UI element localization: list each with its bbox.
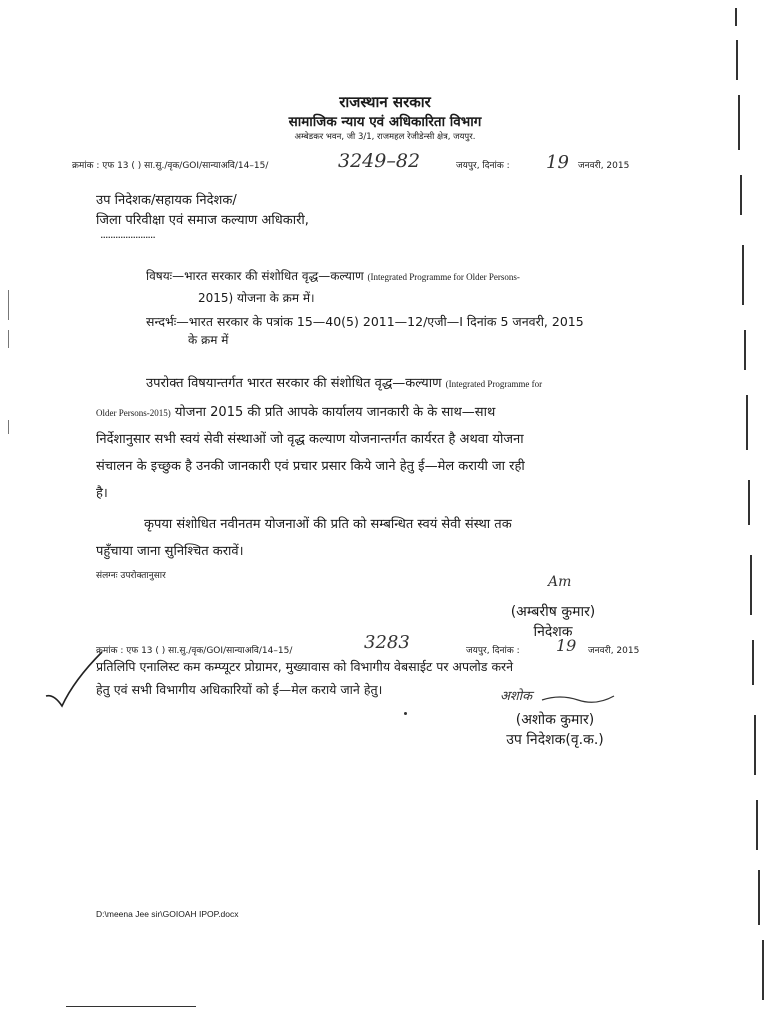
scan-edge-line [754,715,756,775]
signatory-2-designation: उप निदेशक(वृ.क.) [506,732,604,748]
body-para2-line-1: कृपया संशोधित नवीनतम योजनाओं की प्रति को सम्बन्धित स्वयं सेवी संस्था तक [144,517,512,532]
handwritten-day: 19 [546,152,569,173]
subject-hindi: विषयः—भारत सरकार की संशोधित वृद्ध—कल्याण [146,269,364,283]
reference-prefix: क्रमांक : एफ 13 ( ) सा.सु./वृक/GOI/सान्याअवि/14–15/ [72,161,269,171]
scan-edge-line [736,40,738,80]
body-line-2 [96,402,495,420]
handwritten-signature-1: Am [548,574,572,590]
bottom-rule [66,1006,196,1007]
scan-edge-line [735,8,737,26]
stray-dot [404,712,407,715]
reference2-place-date: जयपुर, दिनांक : [466,646,520,656]
recipient-line-3: ...................... [100,228,155,241]
copy-line-2: हेतु एवं सभी विभागीय अधिकारियों को ई—मेल कराये जाने हेतु। [96,682,383,697]
body-line-1-hindi: उपरोक्त विषयान्तर्गत भारत सरकार की संशोधित वृद्ध—कल्याण [146,376,442,391]
recipient-line-1: उप निदेशक/सहायक निदेशक/ [96,193,237,208]
file-path-footer: D:\meena Jee sir\GOIOAH IPOP.docx [96,909,239,919]
scan-edge-line [748,480,750,525]
enclosure-note: संलग्नः उपरोक्तानुसार [96,571,166,581]
punch-mark [8,290,9,320]
subject-line-1 [146,267,520,284]
govt-title: राजस्थान सरकार [339,93,431,111]
reference-month-year: जनवरी, 2015 [578,161,630,171]
recipient-line-2: जिला परिवीक्षा एवं समाज कल्याण अधिकारी, [96,213,309,228]
signature-flourish-icon [540,690,620,706]
department-title: सामाजिक न्याय एवं अधिकारिता विभाग [288,114,482,130]
scan-edge-line [756,800,758,850]
scan-edge-line [758,870,760,925]
scan-edge-line [744,330,746,370]
department-address: अम्बेडकर भवन, जी 3/1, राजमहल रेजीडेन्सी क्षेत्र, जयपुर. [294,132,476,142]
punch-mark [8,420,9,434]
body-line-5: है। [96,486,108,501]
scan-edge-line [746,395,748,450]
body-line-2-hindi: योजना 2015 की प्रति आपके कार्यालय जानकारी के के साथ—साथ [174,405,496,420]
handwritten-dispatch-number: 3249–82 [338,150,421,172]
body-para2-line-2: पहुँचाया जाना सुनिश्चित करावें। [96,544,244,559]
scan-edge-line [740,175,742,215]
body-line-1 [146,373,542,391]
subject-line-2: 2015) योजना के क्रम में। [198,291,315,305]
scan-edge-line [762,940,764,1000]
handwritten-day-2: 19 [556,636,577,655]
handwritten-dispatch-number-2: 3283 [364,632,410,653]
body-line-1-english: (Integrated Programme for [445,379,543,389]
scan-edge-line [742,245,744,305]
reference-line-1: सन्दर्भः—भारत सरकार के पत्रांक 15—40(5) 2011—12/एजी—I दिनांक 5 जनवरी, 2015 [146,314,584,329]
reference-line-2: के क्रम में [188,333,229,347]
signatory-1-name: (अम्बरीष कुमार) [510,604,596,620]
subject-english: (Integrated Programme for Older Persons- [367,272,520,282]
signatory-2-name: (अशोक कुमार) [515,712,595,728]
body-line-4: संचालन के इच्छुक है उनकी जानकारी एवं प्रचार प्रसार किये जाने हेतु ई—मेल करायी जा रही [96,459,525,474]
reference-place-date: जयपुर, दिनांक : [456,161,510,171]
handwritten-signature-2: अशोक [500,689,533,704]
scan-edge-line [752,640,754,685]
scan-edge-line [750,555,752,615]
reference2-prefix: क्रमांक : एफ 13 ( ) सा.सु./वृक/GOI/सान्याअवि/14–15/ [96,646,293,656]
body-line-2-english: Older Persons-2015) [96,408,171,418]
signatory-1-designation: निदेशक [533,624,573,640]
handwritten-checkmark-icon [44,650,104,708]
copy-line-1: प्रतिलिपि एनालिस्ट कम कम्प्यूटर प्रोग्रामर, मुख्यावास को विभागीय वेबसाईट पर अपलोड करने [96,659,514,674]
punch-mark [8,330,9,348]
reference2-month-year: जनवरी, 2015 [588,646,640,656]
body-line-3: निर्देशानुसार सभी स्वयं सेवी संस्थाओं जो वृद्ध कल्याण योजनान्तर्गत कार्यरत है अथवा योजना [96,432,524,447]
